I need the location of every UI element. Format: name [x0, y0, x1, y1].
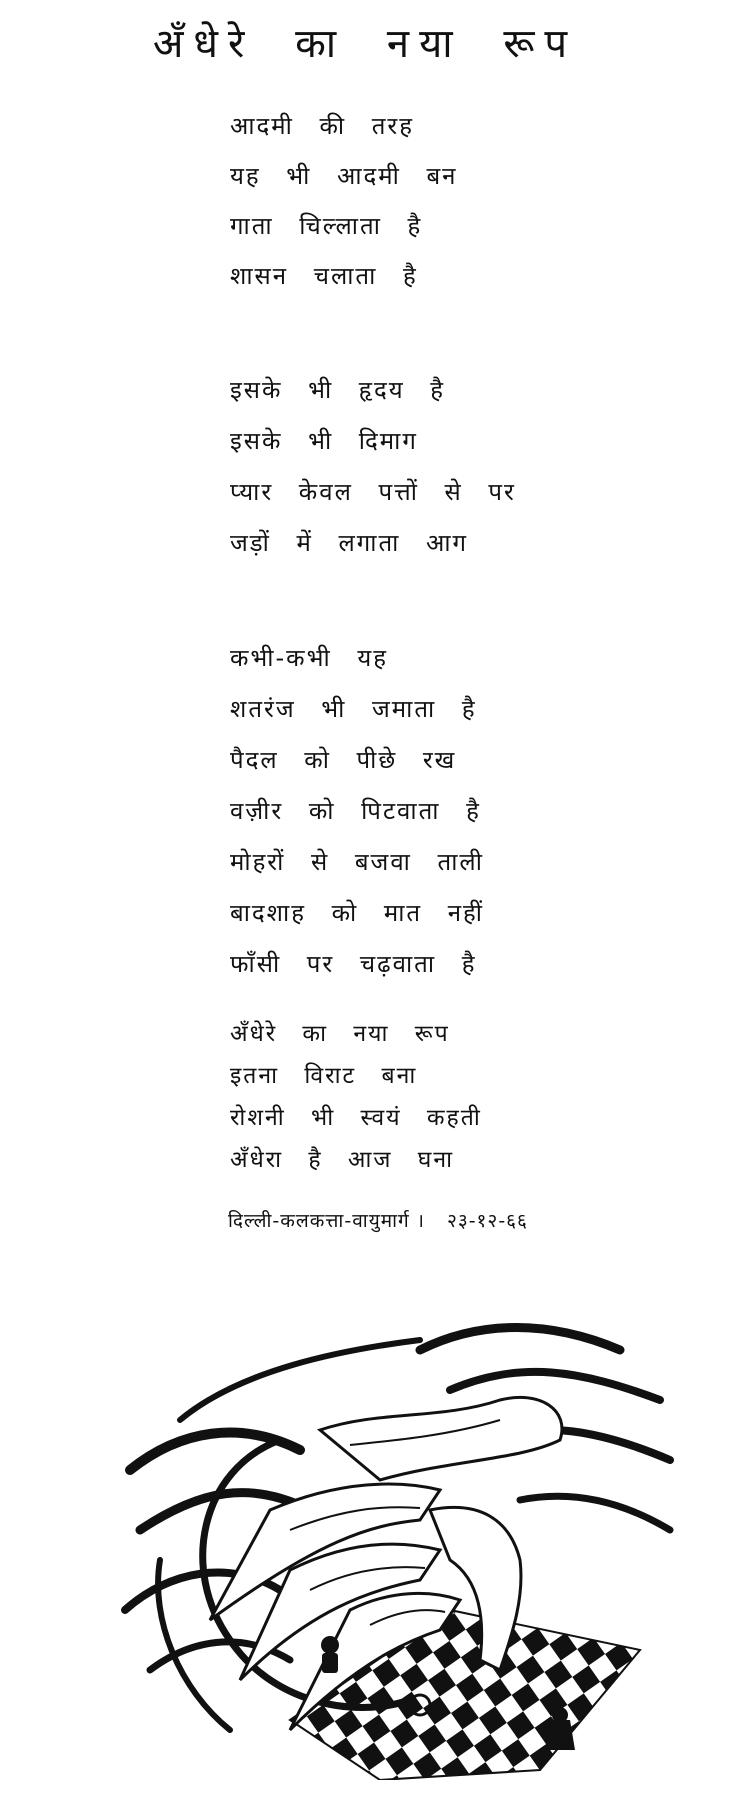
- poem-line: शासन चलाता है: [230, 262, 418, 290]
- poem-line: प्यार केवल पत्तों से पर: [230, 478, 516, 506]
- stanza-4: [230, 1022, 482, 1190]
- poem-title: अँधेरे का नया रूप: [152, 21, 578, 67]
- stanza-3: [230, 646, 484, 1003]
- poem-line: इसके भी दिमाग: [230, 427, 418, 455]
- poem-line: जड़ों में लगाता आग: [230, 529, 469, 557]
- clawed-hand-illustration: [120, 1310, 680, 1780]
- poem-line: मोहरों से बजवा ताली: [230, 848, 484, 876]
- stanza-1: [230, 114, 458, 314]
- poem-line: अँधेरा है आज घना: [230, 1147, 455, 1173]
- poem-line: इसके भी हृदय है: [230, 376, 446, 404]
- poem-line: वज़ीर को पिटवाता है: [230, 797, 481, 825]
- poem-line: फाँसी पर चढ़वाता है: [230, 950, 477, 978]
- poem-line: आदमी की तरह: [230, 112, 414, 140]
- place-text: दिल्ली-कलकत्ता-वायुमार्ग ।: [228, 1210, 425, 1232]
- illustration-icon: [120, 1310, 680, 1780]
- date-text: २३-१२-६६: [446, 1210, 528, 1232]
- place-date-footer: [228, 1207, 528, 1233]
- poem-line: यह भी आदमी बन: [230, 162, 458, 190]
- poem-line: गाता चिल्लाता है: [230, 212, 423, 240]
- poem-line: रोशनी भी स्वयं कहती: [230, 1105, 482, 1131]
- poem-line: इतना विराट बना: [230, 1063, 418, 1089]
- poem-line: बादशाह को मात नहीं: [230, 899, 485, 927]
- stanza-2: [230, 378, 516, 582]
- poem-line: शतरंज भी जमाता है: [230, 695, 477, 723]
- poem-line: कभी-कभी यह: [230, 644, 388, 672]
- poem-line: पैदल को पीछे रख: [230, 746, 457, 774]
- poem-line: अँधेरे का नया रूप: [230, 1021, 450, 1047]
